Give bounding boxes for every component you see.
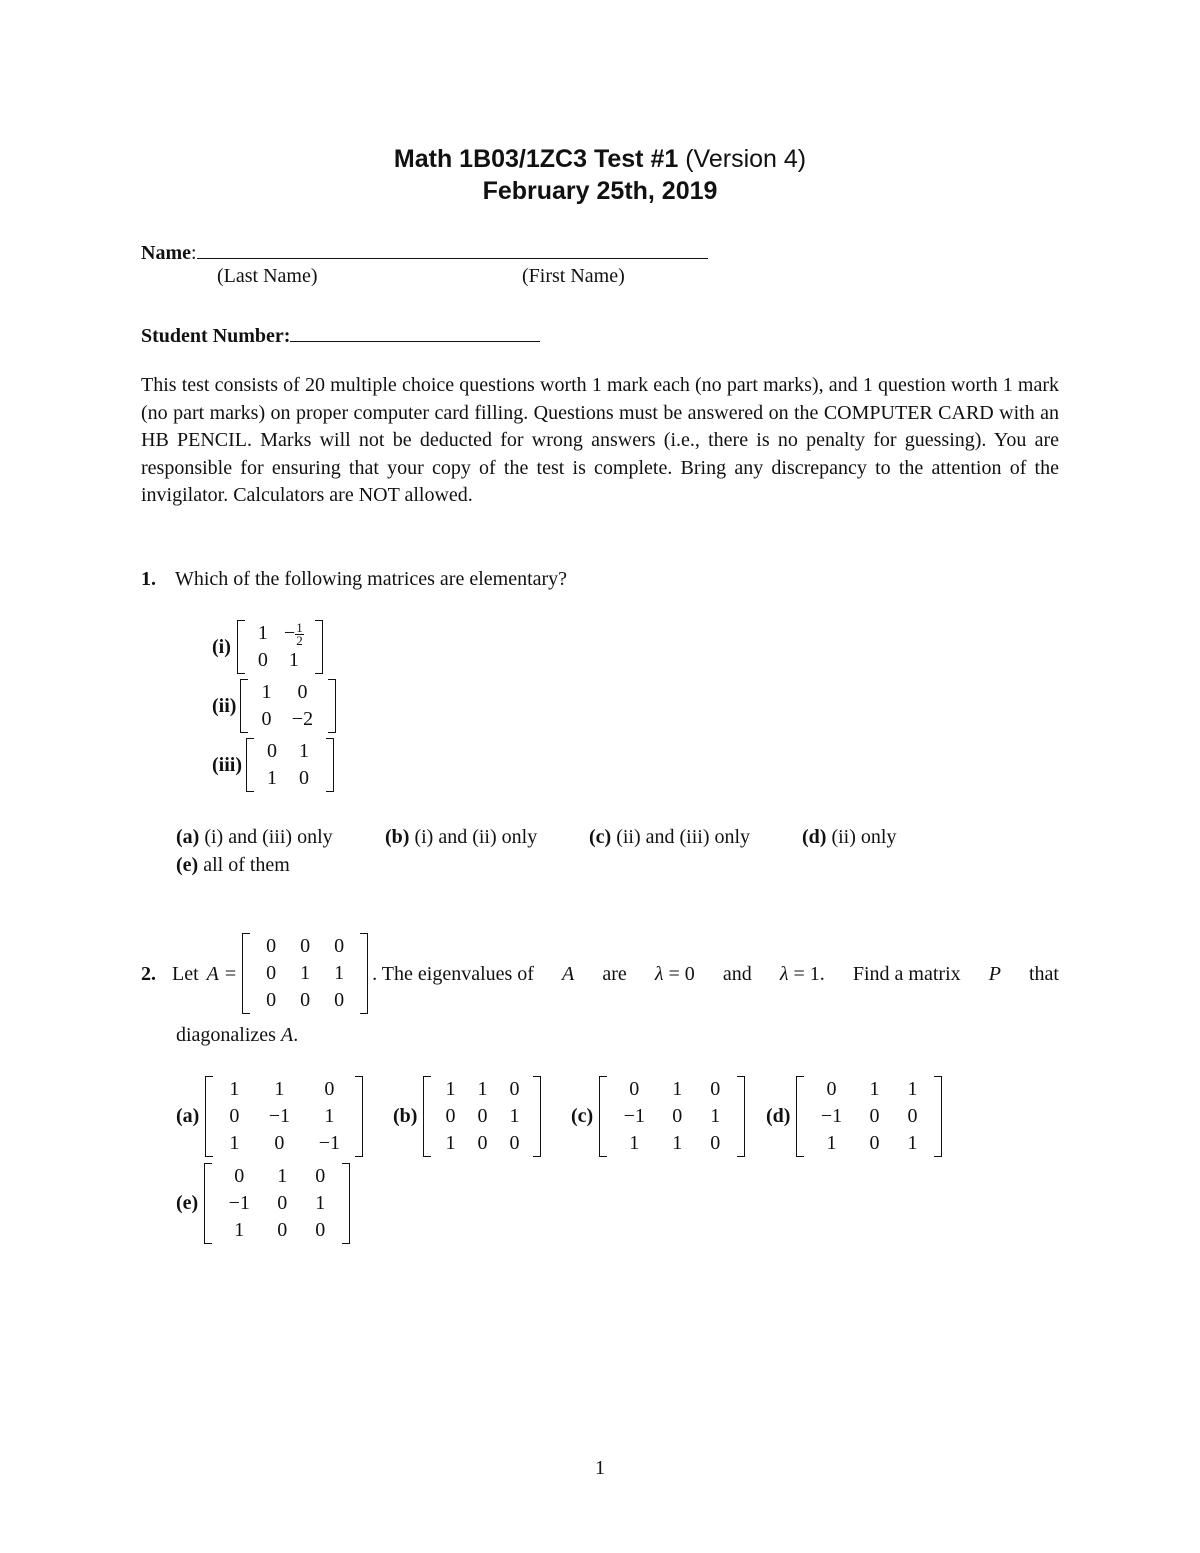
last-name-hint: (Last Name) — [217, 265, 318, 287]
student-number-label: Student Number: — [141, 325, 291, 347]
student-number-underline[interactable] — [290, 319, 540, 342]
matrix: 1 1 0 0 −1 1 1 0 −1 — [205, 1076, 363, 1157]
test-title — [0, 144, 1200, 174]
q2-option-b[interactable]: (b) 1 1 0 0 0 1 1 0 0 — [393, 1076, 541, 1157]
name-underline[interactable] — [197, 236, 708, 259]
matrix: 0 1 0 −1 0 1 1 0 0 — [204, 1163, 350, 1244]
q1-item-iii: (iii) 0 1 1 0 — [212, 738, 334, 792]
matrix: 0 1 1 −1 0 0 1 0 1 — [796, 1076, 942, 1157]
q2-option-c[interactable]: (c) 0 1 0 −1 0 1 1 1 0 — [571, 1076, 745, 1157]
question-number: 2. — [141, 962, 156, 985]
q1-item-ii: (ii) 1 0 0 −2 — [212, 679, 336, 733]
q2-option-d[interactable]: (d) 0 1 1 −1 0 0 1 0 1 — [766, 1076, 942, 1157]
first-name-hint: (First Name) — [522, 265, 625, 287]
q1-option-b[interactable]: (b) (i) and (ii) only — [385, 826, 538, 848]
instructions: This test consists of 20 multiple choice questions worth 1 mark each (no part marks), and 1 question worth 1 mark (no part marks) on proper computer card filling. Questions must be answered on the COMPUTER CARD with an HB PENCIL. Marks will not be deducted for wrong answers (i.e., there is no penalty for guessing). You are responsible for ensuring that your copy of the test is complete. Bring any discrepancy to the attention of the invigilator. Calculators are NOT allowed. — [141, 374, 1059, 507]
matrix: 1 − $\frac{1}{2}$ 0 1 — [237, 620, 323, 674]
question-text: Which of the following matrices are elementary? — [175, 568, 568, 590]
q1-item-i: (i) 1 − $\frac{1}{2}$ 0 1 — [212, 620, 323, 674]
matrix-a: 0 0 0 0 1 1 0 0 0 — [242, 933, 368, 1014]
q1-option-e[interactable]: (e) all of them — [176, 854, 290, 876]
fraction: $\frac{1}{2}$ — [296, 619, 303, 648]
question-number: 1. — [141, 568, 156, 590]
name-field[interactable]: Name: — [141, 236, 708, 266]
q1-option-a[interactable]: (a) (i) and (iii) only — [176, 826, 333, 848]
question-2: 2. Let A = 0 0 0 0 1 1 0 0 0 . The eigenvalues of A are λ = 0 and λ = 1. Find a matrix P that — [141, 933, 1059, 1014]
name-label: Name — [141, 242, 191, 264]
question-2-line-2: diagonalizes A. — [176, 1024, 299, 1046]
q2-option-e[interactable]: (e) 0 1 0 −1 0 1 1 0 0 — [176, 1163, 350, 1244]
matrix: 1 0 0 −2 — [240, 679, 336, 733]
title-bold: Math 1B03/1ZC3 Test #1 — [393, 145, 679, 173]
page-number: 1 — [595, 1457, 605, 1479]
matrix: 0 1 0 −1 0 1 1 1 0 — [599, 1076, 745, 1157]
matrix: 0 1 1 0 — [246, 738, 334, 792]
question-2-text: . The eigenvalues of A are λ = 0 and λ = 1. Find a matrix P that — [372, 962, 1059, 985]
test-date: February 25th, 2019 — [482, 177, 718, 205]
student-number-field[interactable] — [141, 319, 540, 349]
question-1 — [141, 566, 567, 592]
q1-option-c[interactable]: (c) (ii) and (iii) only — [589, 826, 751, 848]
q1-option-d[interactable]: (d) (ii) only — [802, 826, 897, 848]
title-version: (Version 4) — [685, 145, 807, 173]
matrix: 1 1 0 0 0 1 1 0 0 — [423, 1076, 541, 1157]
q2-option-a[interactable]: (a) 1 1 0 0 −1 1 1 0 −1 — [176, 1076, 363, 1157]
